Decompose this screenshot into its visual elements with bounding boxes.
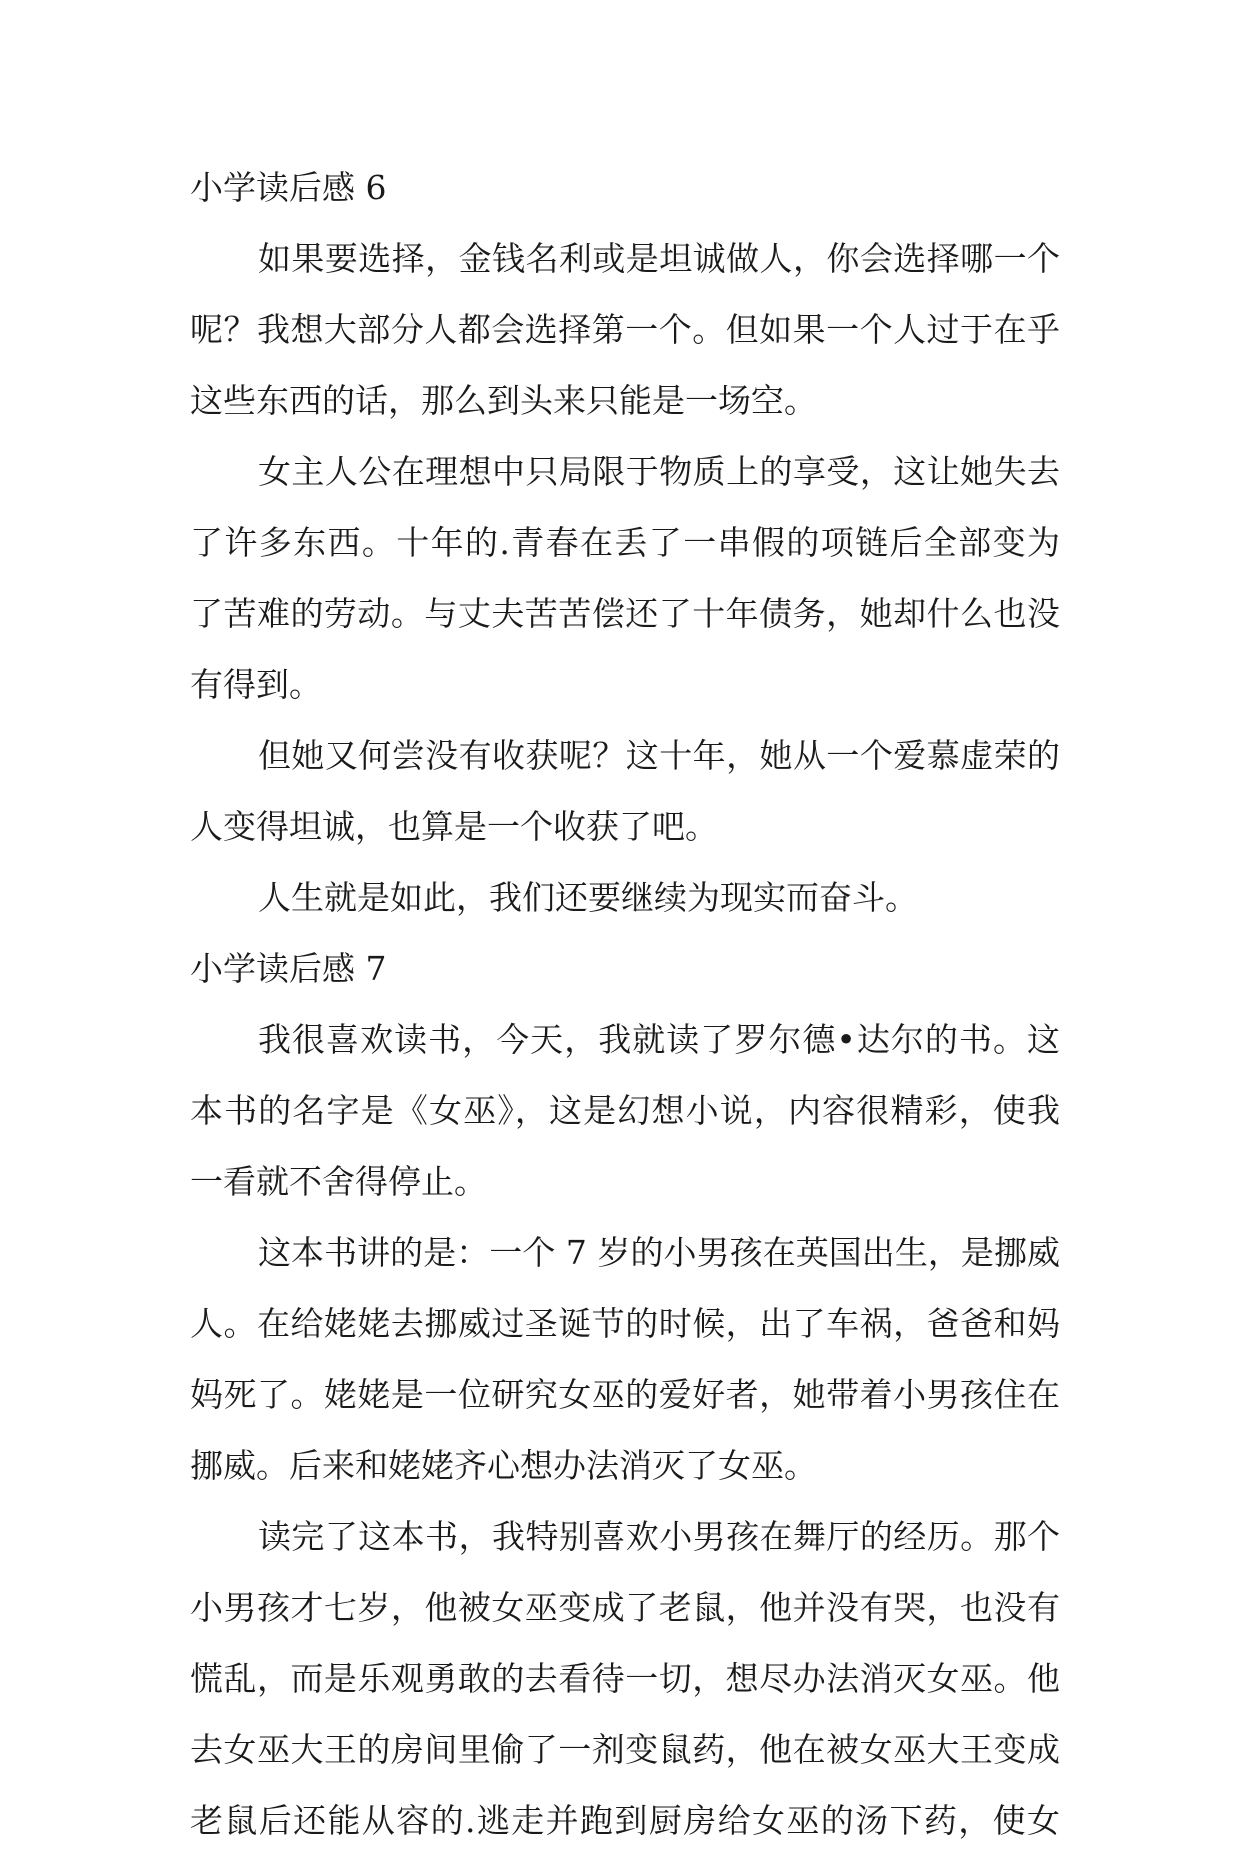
paragraph-line: 小男孩才七岁，他被女巫变成了老鼠，他并没有哭，也没有 xyxy=(190,1588,1060,1627)
paragraph-line: 有得到。 xyxy=(190,665,322,704)
paragraph xyxy=(190,1225,1060,1509)
paragraph-line: 挪威。后来和姥姥齐心想办法消灭了女巫。 xyxy=(190,1446,817,1485)
paragraph xyxy=(190,728,1060,870)
paragraph-line: 这本书讲的是：一个 7 岁的小男孩在英国出生，是挪威 xyxy=(258,1233,1060,1272)
paragraph xyxy=(190,1509,1060,1864)
paragraph-line: 人变得坦诚，也算是一个收获了吧。 xyxy=(190,807,718,846)
paragraph-line: 如果要选择，金钱名利或是坦诚做人，你会选择哪一个 xyxy=(258,239,1060,278)
document-body xyxy=(190,160,1060,1864)
section-heading: 小学读后感 6 xyxy=(190,168,387,207)
paragraph-line: 去女巫大王的房间里偷了一剂变鼠药，他在被女巫大王变成 xyxy=(190,1730,1060,1769)
paragraph xyxy=(190,870,1060,941)
paragraph-line: 但她又何尝没有收获呢？这十年，她从一个爱慕虚荣的 xyxy=(258,736,1060,775)
paragraph-line: 了苦难的劳动。与丈夫苦苦偿还了十年债务，她却什么也没 xyxy=(190,594,1060,633)
paragraph xyxy=(190,1012,1060,1225)
paragraph-line: 慌乱，而是乐观勇敢的去看待一切，想尽办法消灭女巫。他 xyxy=(190,1659,1060,1698)
paragraph xyxy=(190,444,1060,728)
paragraph-line: 了许多东西。十年的.青春在丢了一串假的项链后全部变为 xyxy=(190,523,1060,562)
paragraph-line: 老鼠后还能从容的.逃走并跑到厨房给女巫的汤下药，使女 xyxy=(190,1801,1060,1840)
paragraph-line: 人生就是如此，我们还要继续为现实而奋斗。 xyxy=(258,878,918,917)
paragraph-line: 呢？我想大部分人都会选择第一个。但如果一个人过于在乎 xyxy=(190,310,1060,349)
paragraph-line: 一看就不舍得停止。 xyxy=(190,1162,487,1201)
section-heading: 小学读后感 7 xyxy=(190,949,387,988)
paragraph-line: 读完了这本书，我特别喜欢小男孩在舞厅的经历。那个 xyxy=(258,1517,1060,1556)
paragraph-line: 女主人公在理想中只局限于物质上的享受，这让她失去 xyxy=(258,452,1060,491)
paragraph-line: 本书的名字是《女巫》，这是幻想小说，内容很精彩，使我 xyxy=(190,1091,1060,1130)
paragraph-line: 我很喜欢读书，今天，我就读了罗尔德•达尔的书。这 xyxy=(258,1020,1060,1059)
paragraph xyxy=(190,231,1060,444)
paragraph-line: 人。在给姥姥去挪威过圣诞节的时候，出了车祸，爸爸和妈 xyxy=(190,1304,1060,1343)
paragraph-line: 这些东西的话，那么到头来只能是一场空。 xyxy=(190,381,817,420)
paragraph-line: 妈死了。姥姥是一位研究女巫的爱好者，她带着小男孩住在 xyxy=(190,1375,1060,1414)
